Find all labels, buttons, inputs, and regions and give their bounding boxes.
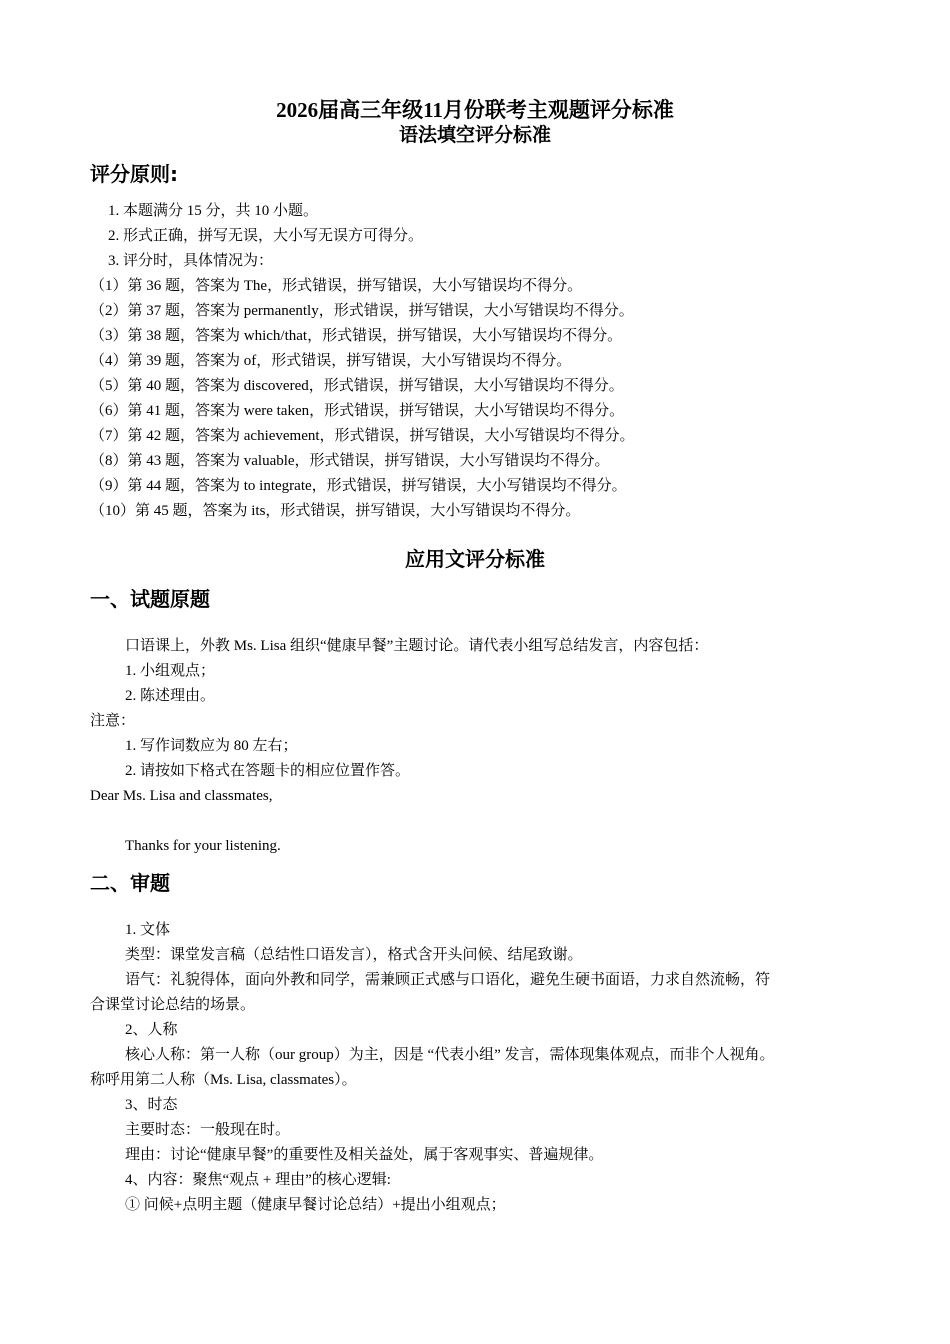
note-2: 2. 请按如下格式在答题卡的相应位置作答。 xyxy=(125,763,411,779)
content-step-1: ① 问候+点明主题（健康早餐讨论总结）+提出小组观点； xyxy=(125,1197,506,1213)
principle-3: 3. 评分时，具体情况为： xyxy=(108,253,274,269)
writing-section-heading: 应用文评分标准 xyxy=(405,549,545,571)
principle-1: 1. 本题满分 15 分，共 10 小题。 xyxy=(108,203,319,219)
style-tone-line-2: 合课堂讨论总结的场景。 xyxy=(90,997,256,1013)
note-1: 1. 写作词数应为 80 左右； xyxy=(125,738,298,754)
document-title: 2026届高三年级11月份联考主观题评分标准 xyxy=(276,98,674,122)
tense-reason: 理由：讨论“健康早餐”的重要性及相关益处，属于客观事实、普遍规律。 xyxy=(125,1147,604,1163)
person-core-line-1: 核心人称：第一人称（our group）为主，因是 “代表小组” 发言，需体现集体观点，而非个人视角。 xyxy=(125,1047,775,1063)
answer-item-39: （4）第 39 题，答案为 of，形式错误，拼写错误，大小写错误均不得分。 xyxy=(90,353,572,369)
original-question-heading: 一、试题原题 xyxy=(90,587,210,611)
answer-item-44: （9）第 44 题，答案为 to integrate，形式错误，拼写错误，大小写错误均不得分。 xyxy=(90,478,627,494)
writing-prompt: 口语课上，外教 Ms. Lisa 组织“健康早餐”主题讨论。请代表小组写总结发言，内容包括： xyxy=(125,638,709,654)
style-type: 类型：课堂发言稿（总结性口语发言），格式含开头问候、结尾致谢。 xyxy=(125,947,583,963)
tense-label: 3、时态 xyxy=(125,1097,178,1113)
answer-item-36: （1）第 36 题，答案为 The，形式错误，拼写错误，大小写错误均不得分。 xyxy=(90,278,583,294)
content-label: 4、内容：聚焦“观点 + 理由”的核心逻辑: xyxy=(125,1172,391,1188)
tense-main: 主要时态：一般现在时。 xyxy=(125,1122,291,1138)
answer-item-41: （6）第 41 题，答案为 were taken，形式错误，拼写错误，大小写错误均不得分。 xyxy=(90,403,625,419)
letter-greeting: Dear Ms. Lisa and classmates, xyxy=(90,788,273,804)
answer-item-43: （8）第 43 题，答案为 valuable，形式错误，拼写错误，大小写错误均不得分。 xyxy=(90,453,610,469)
style-label: 1. 文体 xyxy=(125,922,171,938)
grammar-subtitle: 语法填空评分标准 xyxy=(398,125,551,146)
answer-item-37: （2）第 37 题，答案为 permanently，形式错误，拼写错误，大小写错误均不得分。 xyxy=(90,303,634,319)
answer-item-45: （10）第 45 题，答案为 its，形式错误，拼写错误，大小写错误均不得分。 xyxy=(90,503,581,519)
answer-item-42: （7）第 42 题，答案为 achievement，形式错误，拼写错误，大小写错误均不得分。 xyxy=(90,428,635,444)
content-point-2: 2. 陈述理由。 xyxy=(125,688,216,704)
person-label: 2、人称 xyxy=(125,1022,178,1038)
person-core-line-2: 称呼用第二人称（Ms. Lisa, classmates）。 xyxy=(90,1072,357,1088)
answer-item-40: （5）第 40 题，答案为 discovered，形式错误，拼写错误，大小写错误均不得分。 xyxy=(90,378,624,394)
content-point-1: 1. 小组观点； xyxy=(125,663,216,679)
principle-2: 2. 形式正确，拼写无误，大小写无误方可得分。 xyxy=(108,228,424,244)
answer-item-38: （3）第 38 题，答案为 which/that，形式错误，拼写错误，大小写错误均不得分。 xyxy=(90,328,623,344)
scoring-principles-heading: 评分原则: xyxy=(90,162,178,186)
style-tone-line-1: 语气：礼貌得体，面向外教和同学，需兼顾正式感与口语化，避免生硬书面语，力求自然流畅，符 xyxy=(125,972,771,988)
analysis-heading: 二、审题 xyxy=(90,871,170,895)
letter-closing: Thanks for your listening. xyxy=(125,838,281,854)
note-label: 注意： xyxy=(90,713,136,729)
